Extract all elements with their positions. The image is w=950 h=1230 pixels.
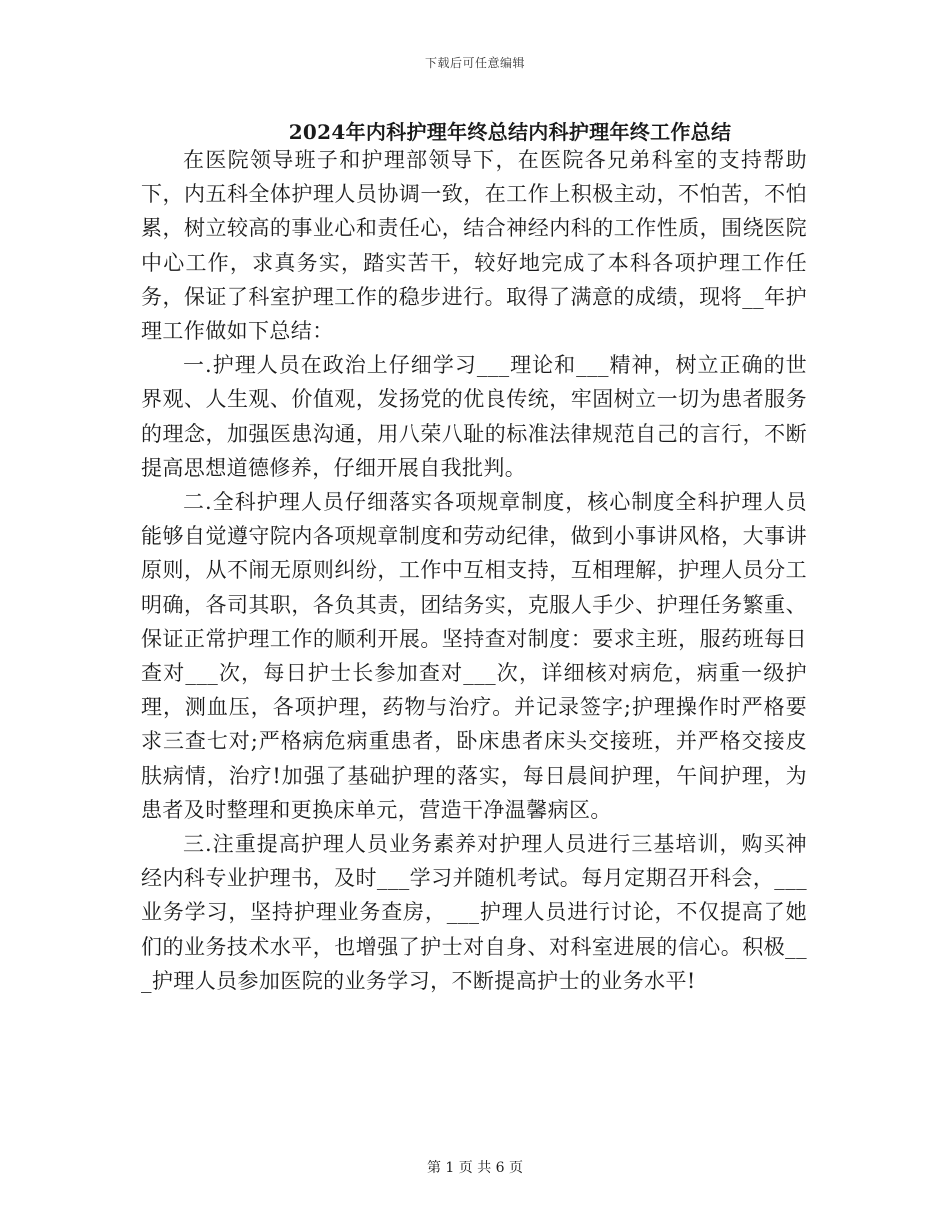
paragraph-section-2: 二.全科护理人员仔细落实各项规章制度，核心制度全科护理人员能够自觉遵守院内各项规章制度和劳动纪律，做到小事讲风格，大事讲原则，从不闹无原则纠纷，工作中互相支持，互相理解，护理人员分工明确，各司其职，各负其责，团结务实，克服人手少、护理任务繁重、保证正常护理工作的顺利开展。坚持查对制度：要求主班，服药班每日查对___次，每日护士长参加查对___次，详细核对病危，病重一级护理，测血压，各项护理，药物与治疗。并记录签字;护理操作时严格要求三查七对;严格病危病重患者，卧床患者床头交接班，并严格交接皮肤病情，治疗!加强了基础护理的落实，每日晨间护理，午间护理，为患者及时整理和更换床单元，营造干净温馨病区。 xyxy=(141,490,807,822)
paragraph-section-3: 三.注重提高护理人员业务素养对护理人员进行三基培训，购买神经内科专业护理书，及时___学习并随机考试。每月定期召开科会，___业务学习，坚持护理业务查房，___护理人员进行讨论，不仅提高了她们的业务技术水平，也增强了护士对自身、对科室进展的信心。积极___护理人员参加医院的业务学习，不断提高护士的业务水平! xyxy=(141,832,807,993)
page-number: 第 1 页 共 6 页 xyxy=(426,1160,524,1176)
document-body xyxy=(141,143,807,998)
page-header-note: 下载后可任意编辑 xyxy=(424,56,525,70)
paragraph-intro: 在医院领导班子和护理部领导下，在医院各兄弟科室的支持帮助下，内五科全体护理人员协调一致，在工作上积极主动，不怕苦，不怕累，树立较高的事业心和责任心，结合神经内科的工作性质，围绕医院中心工作，求真务实，踏实苦干，较好地完成了本科各项护理工作任务，保证了科室护理工作的稳步进行。取得了满意的成绩，现将__年护理工作做如下总结： xyxy=(141,148,807,344)
document-title: 2024年内科护理年终总结内科护理年终工作总结 xyxy=(288,120,732,144)
paragraph-section-1: 一.护理人员在政治上仔细学习___理论和___精神，树立正确的世界观、人生观、价值观，发扬党的优良传统，牢固树立一切为患者服务的理念，加强医患沟通，用八荣八耻的标准法律规范自己的言行，不断提高思想道德修养，仔细开展自我批判。 xyxy=(141,353,807,480)
